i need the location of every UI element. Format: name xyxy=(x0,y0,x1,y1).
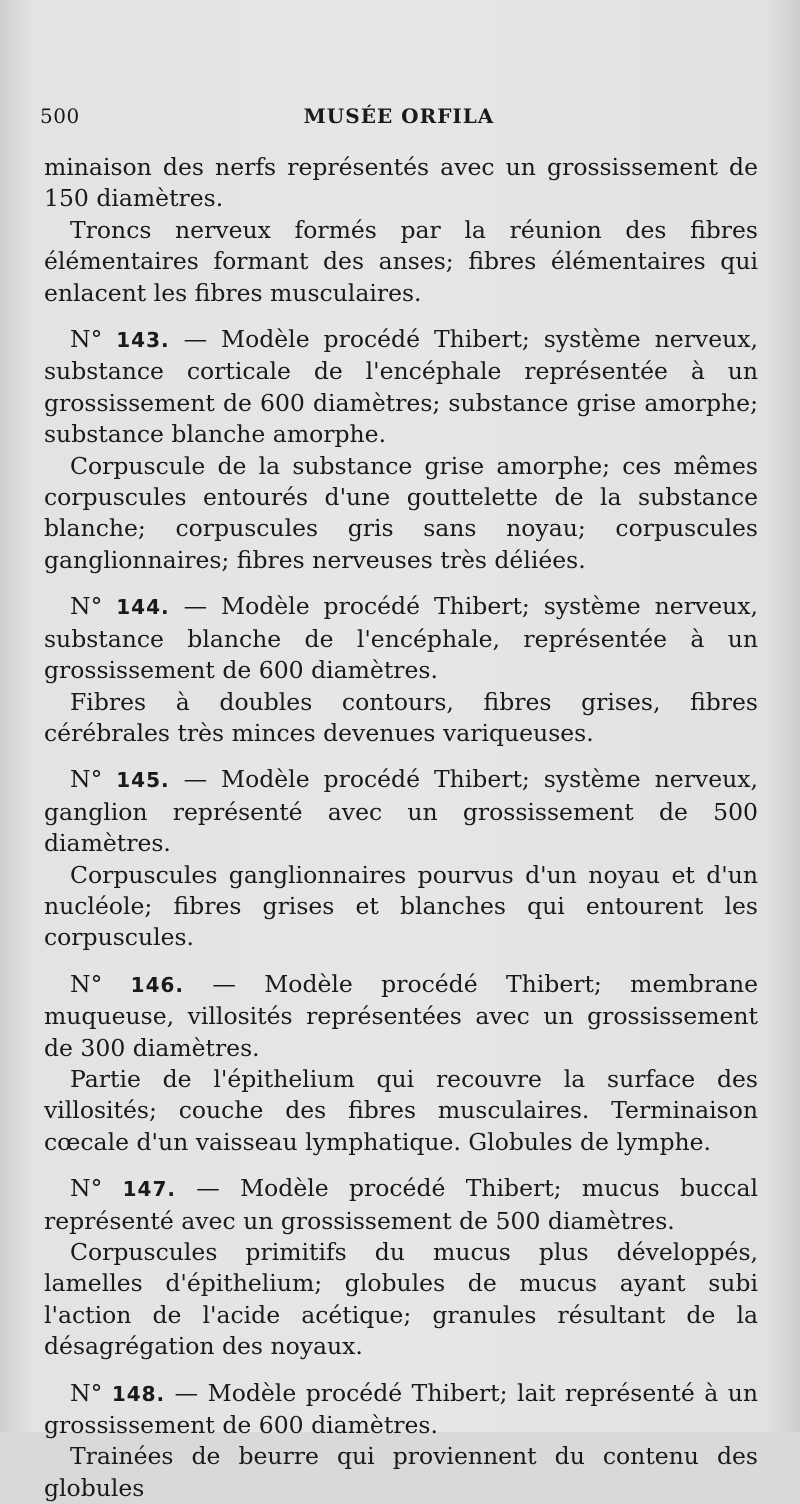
catalog-entry-146 xyxy=(44,969,758,1064)
entry-no-label: N° xyxy=(70,969,103,998)
entry-no-label: N° xyxy=(70,765,103,794)
entry-number: 147. xyxy=(122,1177,176,1202)
entry-text: — Modèle procédé Thibert; lait représenté à un grossissement de 600 diamètres. xyxy=(44,1378,758,1440)
paragraph: minaison des nerfs représentés avec un grossissement de 150 diamètres. xyxy=(44,153,758,213)
entry-no-label: N° xyxy=(70,325,103,354)
entry-number: 148. xyxy=(111,1381,166,1406)
paragraph: Trainées de beurre qui proviennent du contenu des globules xyxy=(44,1442,758,1502)
catalog-entry-147 xyxy=(44,1173,758,1237)
entry-text: — Modèle procédé Thibert; système nerveux, substance corticale de l'encéphale représentée à un grossissement de 600 diamètres; substance grise amorphe; substance blanche amorphe. xyxy=(44,325,758,449)
entry-number: 146. xyxy=(130,972,185,997)
running-title: MUSÉE ORFILA xyxy=(303,104,495,128)
paragraph: Corpuscules primitifs du mucus plus développés, lamelles d'épithelium; globules de mucus ayant subi l'action de l'acide acétique; granules résultant de la désagrégation des noyaux. xyxy=(44,1238,758,1361)
entry-number: 143. xyxy=(116,328,170,353)
entry-text: — Modèle procédé Thibert; système nerveux, ganglion représenté avec un grossissement de 500 diamètres. xyxy=(44,765,758,858)
body-text xyxy=(44,152,758,1504)
catalog-entry-143 xyxy=(44,324,758,451)
entry-number: 144. xyxy=(116,595,170,620)
catalog-entry-144 xyxy=(44,591,758,686)
paragraph: Corpuscules ganglionnaires pourvus d'un noyau et d'un nucléole; fibres grises et blanches qui entourent les corpuscules. xyxy=(44,860,758,952)
paragraph: Fibres à doubles contours, fibres grises, fibres cérébrales très minces devenues variqueuses. xyxy=(44,687,758,747)
entry-text: — Modèle procédé Thibert; membrane muqueuse, villosités représentées avec un grossissement de 300 diamètres. xyxy=(44,969,758,1062)
entry-no-label: N° xyxy=(70,1174,103,1203)
entry-no-label: N° xyxy=(70,592,103,621)
entry-text: — Modèle procédé Thibert; mucus buccal représenté avec un grossissement de 500 diamètres. xyxy=(44,1174,758,1235)
page-number: 500 xyxy=(40,104,80,128)
entry-no-label: N° xyxy=(70,1378,103,1407)
catalog-entry-145 xyxy=(44,764,758,859)
page-header xyxy=(40,104,758,134)
paragraph: Partie de l'épithelium qui recouvre la surface des villosités; couche des fibres musculaires. Terminaison cœcale d'un vaisseau lymphatique. Globules de lymphe. xyxy=(44,1064,758,1156)
paragraph: Corpuscule de la substance grise amorphe; ces mêmes corpuscules entourés d'une gouttelette de la substance blanche; corpuscules gris sans noyau; corpuscules ganglionnaires; fibres nerveuses très déliées. xyxy=(44,451,758,574)
entry-text: — Modèle procédé Thibert; système nerveux, substance blanche de l'encéphale, représentée à un grossissement de 600 diamètres. xyxy=(44,592,758,685)
entry-number: 145. xyxy=(116,768,170,793)
paragraph: Troncs nerveux formés par la réunion des fibres élémentaires formant des anses; fibres élémentaires qui enlacent les fibres musculaires. xyxy=(44,215,758,307)
